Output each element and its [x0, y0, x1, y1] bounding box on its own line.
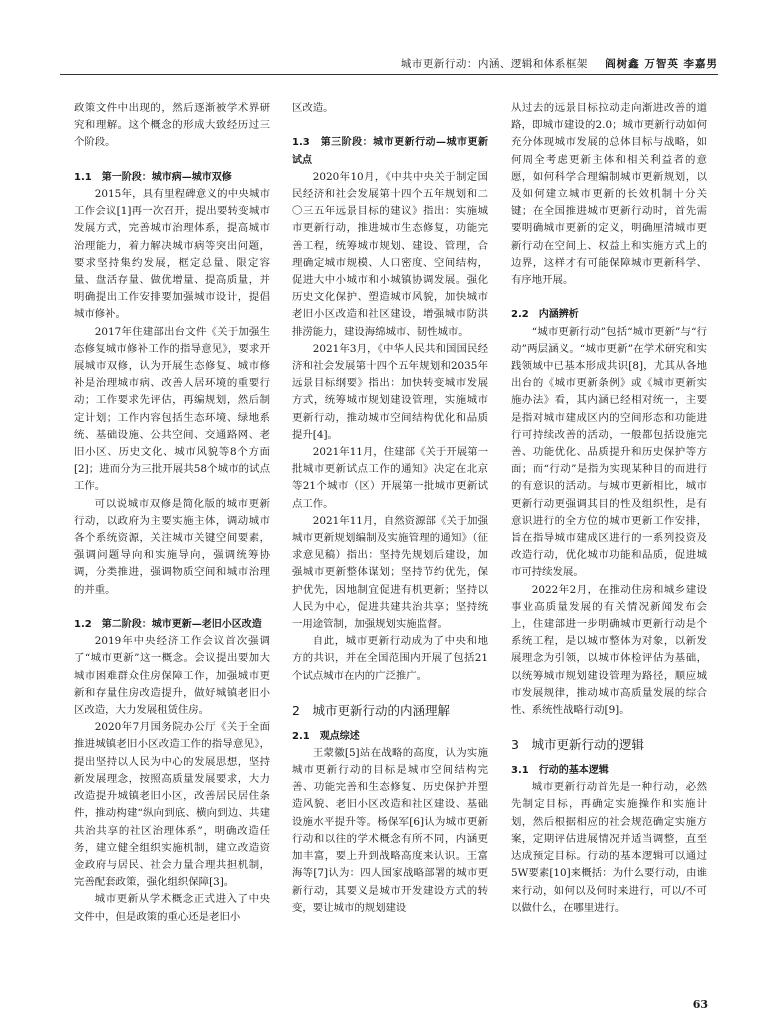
column-1	[74, 100, 270, 926]
paragraph: 王蒙徽[5]站在战略的高度，认为实施城市更新行动的目标是城市空间结构完善、功能完善和生态修复、历史保护并塑造风貌、老旧小区改造和社区建设、基础设施水平提升等。杨保军[6]认为城市更新行动和以往的学术概念有所不同，内涵更加丰富，要上升到战略高度来认识。王富海等[7]认为：四人国家战略部署的城市更新行动，其要义是城市开发建设方式的转变，要让城市的规划建设	[292, 746, 488, 914]
paragraph: 可以说城市双修是简化版的城市更新行动，以政府为主要实施主体，调动城市各个系统资源，关注城市关键空间要素，强调问题导向和实施导向，强调统筹协调，分类推进，强调物质空间和城市治理的并重。	[74, 497, 270, 596]
paragraph: 自此，城市更新行动成为了中央和地方的共识，并在全国范围内开展了包括21个试点城市在内的广泛推广。	[292, 635, 488, 682]
section-heading-1-1: 1.1 第一阶段：城市病—城市双修	[74, 171, 232, 183]
section-heading-2-2: 2.2 内涵辨析	[511, 309, 579, 321]
paragraph: 2021年11月，住建部《关于开展第一批城市更新试点工作的通知》决定在北京等21个城市（区）开展第一批城市更新试点工作。	[292, 446, 488, 510]
section-heading-1-2: 1.2 第二阶段：城市更新—老旧小区改造	[74, 619, 262, 631]
column-2	[292, 100, 488, 917]
paragraph: 政策文件中出现的，然后逐渐被学术界研究和理解。这个概念的形成大致经历过三个阶段。	[74, 102, 270, 149]
section-heading-3: 3 城市更新行动的逻辑	[511, 737, 644, 753]
paragraph: 从过去的远景目标拉动走向渐进改善的道路，即城市建设的2.0；城市更新行动如何充分体现城市发展的总体目标与战略，如何周全考虑更新主体和相关利益者的意愿，如何科学合理编制城市更新规划，以及如何建立城市更新的长效机制十分关键；在全国推进城市更新行动时，首先需要明确城市更新的定义，明确厘清城市更新行动在空间上、权益上和实施方式上的边界，这样才有可能保障城市更新科学、有序地开展。	[511, 102, 707, 287]
section-heading-1-3: 1.3 第三阶段：城市更新行动—城市更新试点	[292, 137, 488, 166]
section-heading-2-1: 2.1 观点综述	[292, 730, 360, 742]
paragraph: 2020年10月，《中共中央关于制定国民经济和社会发展第十四个五年规划和二〇三五年远景目标的建议》指出：实施城市更新行动，推进城市生态修复，功能完善工程，统筹城市规划、建设、管理，合理确定城市规模、人口密度、空间结构，促进大中小城市和小城镇协调发展。强化历史文化保护、塑造城市风貌，加快城市老旧小区改造和社区建设，增强城市防洪排涝能力，建设海绵城市、韧性城市。	[292, 170, 488, 338]
header-title: 城市更新行动：内涵、逻辑和体系框架	[400, 58, 588, 70]
paragraph: 城市更新行动首先是一种行动，必然先制定目标，再确定实施操作和实施计划，然后根据相应的社会规范确定实施方案，定期评估进展情况并适当调整，直至达成预定目标。行动的基本逻辑可以通过5W要素[10]来概括：为什么要行动，由谁来行动，如何以及何时来进行，可以/不可以做什么，在哪里进行。	[511, 781, 707, 914]
paragraph: 城市更新从学术概念正式进入了中央文件中，但是政策的重心还是老旧小	[74, 893, 270, 923]
paragraph: 区改造。	[292, 102, 334, 114]
section-heading-3-1: 3.1 行动的基本逻辑	[511, 765, 609, 777]
page-number: 63	[692, 998, 708, 1011]
header-authors: 阎树鑫 万智英 李嘉男	[605, 58, 718, 70]
paragraph: 2015年，具有里程碑意义的中央城市工作会议[1]再一次召开，提出要转变城市发展方式，完善城市治理体系，提高城市治理能力，着力解决城市病等突出问题，要求坚持集约发展，框定总量、限定容量、盘活存量、做优增量、提高质量，并明确提出工作安排要加强城市设计，提倡城市修补。	[74, 188, 270, 321]
paragraph: 2017年住建部出台文件《关于加强生态修复城市修补工作的指导意见》，要求开展城市双修，认为开展生态修复、城市修补是治理城市病、改善人居环境的重要行动；工作要求先评估，再编规划，然后制定计划；工作内容包括生态环境、绿地系统、基础设施、公共空间、交通路网、老旧小区、历史文化、城市风貌等8个方面[2]；进而分为三批开展共58个城市的试点工作。	[74, 325, 270, 493]
paragraph: 2021年11月，自然资源部《关于加强城市更新规划编制及实施管理的通知》（征求意见稿）指出：坚持先规划后建设，加强城市更新整体谋划；坚持节约优先，保护优先，因地制宜促进有机更新；坚持以人民为中心，促进共建共治共享；坚持统一用途管制，加强规划实施监督。	[292, 514, 488, 631]
paragraph: 2019年中央经济工作会议首次强调了“城市更新”这一概念。会议提出要加大城市困难群众住房保障工作，加强城市更新和存量住房改造提升，做好城镇老旧小区改造，大力发展租赁住房。	[74, 635, 270, 717]
paragraph: 2022年2月，在推动住房和城乡建设事业高质量发展的有关情况新闻发布会上，住建部进一步明确城市更新行动是个系统工程，是以城市整体为对象，以新发展理念为引领，以城市体检评估为基础，以统筹城市规划建设管理为路径，顺应城市发展规律，推动城市高质量发展的综合性、系统性战略行动[9]。	[511, 583, 707, 717]
paragraph: “城市更新行动”包括“城市更新”与“行动”两层涵义。“城市更新”在学术研究和实践领域中已基本形成共识[8]，尤其从各地出台的《城市更新条例》或《城市更新实施办法》看，其内涵已经相对统一，主要是指对城市建成区内的空间形态和功能进行可持续改善的活动，一般都包括设施完善、功能优化、品质提升和历史保护等方面；而“行动”是指为实现某种目的而进行的有意识的活动。与城市更新相比，城市更新行动更强调其目的性及组织性，是有意识进行的全方位的城市更新工作安排，旨在指导城市建成区进行的一系列投资及改造行动，优化城市功能和品质，促进城市可持续发展。	[511, 325, 707, 579]
paragraph: 2021年3月，《中华人民共和国国民经济和社会发展第十四个五年规划和2035年远景目标纲要》指出：加快转变城市发展方式，统筹城市规划建设管理，实施城市更新行动，推动城市空间结构优化和品质提升[4]。	[292, 342, 488, 441]
paragraph: 2020年7月国务院办公厅《关于全面推进城镇老旧小区改造工作的指导意见》，提出坚持以人民为中心的发展思想，坚持新发展理念，按照高质量发展要求，大力改造提升城镇老旧小区，改善居民居住条件，推动构建“纵向到底、横向到边、共建共治共享的社区治理体系”，明确改造任务，建立健全组织实施机制，建立改造资金政府与居民、社会力量合理共担机制，完善配套政策，强化组织保障[3]。	[74, 721, 270, 889]
section-heading-2: 2 城市更新行动的内涵理解	[292, 703, 450, 719]
running-header	[60, 56, 718, 75]
column-3	[511, 100, 707, 917]
